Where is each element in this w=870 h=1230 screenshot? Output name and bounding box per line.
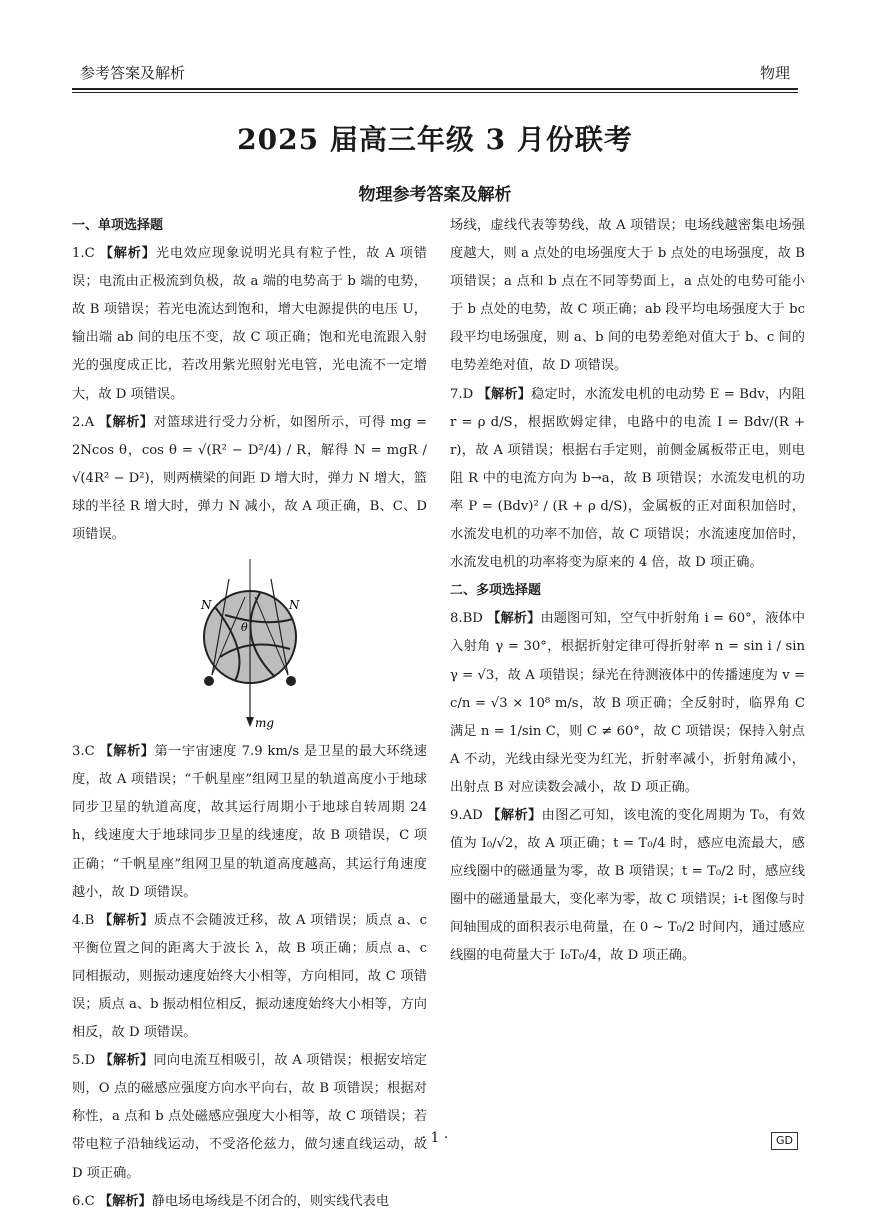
left-column: [72, 212, 427, 1216]
answer-text: 由题图可知，空气中折射角 i = 60°，液体中入射角 γ = 30°，根据折射定律可得折射率 n = sin i / sin γ = √3，故 A 项错误；绿光在待测液体中的传播速度为 v = c/n = √3 × 10⁸ m/s，故 B 项正确；全反射时，临界角 C 满足 n = 1/sin C，则 C ≠ 60°，故 C 项错误；保持入射点 A 不动，光线由绿光变为红光，折射率减小，折射角减小，出射点 B 对应读数会减小，故 D 项正确。: [450, 611, 806, 795]
analysis-tag: 【解析】: [99, 1053, 154, 1069]
analysis-tag: 【解析】: [487, 611, 541, 627]
analysis-tag: 【解析】: [487, 807, 542, 823]
answer-item: [72, 1047, 427, 1187]
label-n-left: N: [200, 598, 211, 613]
answer-number: 3.C: [72, 744, 95, 760]
answer-number: 7.D: [450, 386, 474, 402]
answer-number: 1.C: [72, 246, 95, 262]
answer-item: [72, 1188, 427, 1216]
analysis-tag: 【解析】: [99, 246, 156, 262]
analysis-tag: 【解析】: [98, 414, 154, 430]
basketball-force-diagram: [72, 557, 427, 732]
label-n-right: N: [288, 598, 299, 613]
section-heading: 一、单项选择题: [72, 218, 164, 233]
answer-text: 由图乙可知，该电流的变化周期为 T₀，有效值为 I₀/√2，故 A 项正确；t = T₀/4 时，感应电流最大，感应线圈中的磁通量为零，故 B 项错误；t = T₀/2 时，感应线圈中的磁通量最大，变化率为零，故 C 项错误；i-t 图像与时间轴围成的面积表示电荷量，在 0 ~ T₀/2 时间内，通过感应线圈的电荷量大于 I₀T₀/4，故 D 项正确。: [450, 807, 806, 964]
header-rule: [72, 88, 798, 90]
answer-item: [72, 738, 427, 907]
answer-text: 同向电流互相吸引，故 A 项错误；根据安培定则，O 点的磁感应强度方向水平向右，故 B 项错误；根据对称性，a 点和 b 点处磁感应强度大小相等，故 C 项错误；若带电粒子沿轴线运动，不受洛伦兹力，做匀速直线运动，故 D 项正确。: [72, 1053, 427, 1181]
answer-text: 第一宇宙速度 7.9 km/s 是卫星的最大环绕速度，故 A 项错误；“千帆星座”组网卫星的轨道高度小于地球同步卫星的轨道高度，故其运行周期小于地球自转周期 24 h，线速度大于地球同步卫星的线速度，故 B 项错误，C 项正确；“千帆星座”组网卫星的轨道高度越高，其运行角速度越小，故 D 项错误。: [72, 744, 427, 900]
analysis-tag: 【解析】: [99, 744, 155, 760]
answer-number: 8.BD: [450, 611, 483, 627]
answer-item: [450, 381, 805, 578]
page-subtitle: 物理参考答案及解析: [358, 185, 512, 205]
region-badge: GD: [771, 1132, 798, 1150]
answer-item: [72, 409, 427, 549]
analysis-tag: 【解析】: [98, 1193, 152, 1209]
answer-item: [72, 240, 427, 409]
header-subject: 物理: [759, 64, 790, 82]
answer-text: 静电场电场线是不闭合的，则实线代表电: [151, 1193, 390, 1209]
header-left: 参考答案及解析: [80, 64, 186, 82]
answer-item: [450, 802, 805, 971]
answer-continuation: 场线，虚线代表等势线，故 A 项错误；电场线越密集电场强度越大，则 a 点处的电场强度大于 b 点处的电场强度，故 B 项错误；a 点和 b 点在不同等势面上，a 点处的电势可能小于 b 点处的电势，故 C 项正确；ab 段平均电场强度大于 bc 段平均电场强度，则 a、b 间的电势差绝对值大于 b、c 间的电势差绝对值，故 D 项错误。: [450, 218, 805, 374]
page-title: 2025 届高三年级 3 月份联考: [237, 123, 633, 156]
answer-text: 对篮球进行受力分析，如图所示，可得 mg = 2Ncos θ，cos θ = √(R² − D²/4) / R，解得 N = mgR / √(4R² − D²)，则两横梁的间距 D 增大时，弹力 N 增大，篮球的半径 R 增大时，弹力 N 减小，故 A 项正确，B、C、D 项错误。: [72, 414, 427, 543]
analysis-tag: 【解析】: [99, 912, 154, 928]
section-heading: 二、多项选择题: [450, 583, 542, 599]
label-theta: θ: [240, 621, 248, 635]
answer-item: [450, 605, 805, 802]
answer-number: 5.D: [72, 1053, 96, 1069]
answer-number: 2.A: [72, 414, 95, 430]
answer-text: 质点不会随波迁移，故 A 项错误；质点 a、c 平衡位置之间的距离大于波长 λ，故 B 项正确；质点 a、c 同相振动，则振动速度始终大小相等，方向相同，故 C 项错误；质点 a、b 振动相位相反，振动速度始终大小相等，方向相反，故 D 项错误。: [72, 912, 427, 1041]
answer-number: 4.B: [72, 912, 95, 928]
answer-text: 稳定时，水流发电机的电动势 E = Bdv，内阻 r = ρ d/S，根据欧姆定律，电路中的电流 I = Bdv/(R + r)，故 A 项错误；根据右手定则，前侧金属板带正电，则电阻 R 中的电流方向为 b→a，故 B 项错误；水流发电机的功率 P = (Bdv)² / (R + ρ d/S)，金属板的正对面积加倍时，水流发电机的功率不加倍，故 C 项错误；水流速度加倍时，水流发电机的功率将变为原来的 4 倍，故 D 项正确。: [450, 386, 805, 571]
answer-number: 6.C: [72, 1193, 95, 1209]
answer-item: [72, 907, 427, 1047]
label-mg: mg: [254, 716, 274, 731]
header-rule-thin: [72, 92, 798, 93]
analysis-tag: 【解析】: [477, 386, 532, 402]
right-column: [450, 212, 805, 971]
answer-number: 9.AD: [450, 807, 483, 823]
page-number: · 1 ·: [421, 1130, 449, 1146]
answer-text: 光电效应现象说明光具有粒子性，故 A 项错误；电流由正极流到负极，故 a 端的电势高于 b 端的电势，故 B 项错误；若光电流达到饱和，增大电源提供的电压 U，输出端 ab 间的电压不变，故 C 项正确；饱和光电流跟入射光的强度成正比，若改用紫光照射光电管，光电流不一定增大，故 D 项错误。: [72, 246, 428, 402]
